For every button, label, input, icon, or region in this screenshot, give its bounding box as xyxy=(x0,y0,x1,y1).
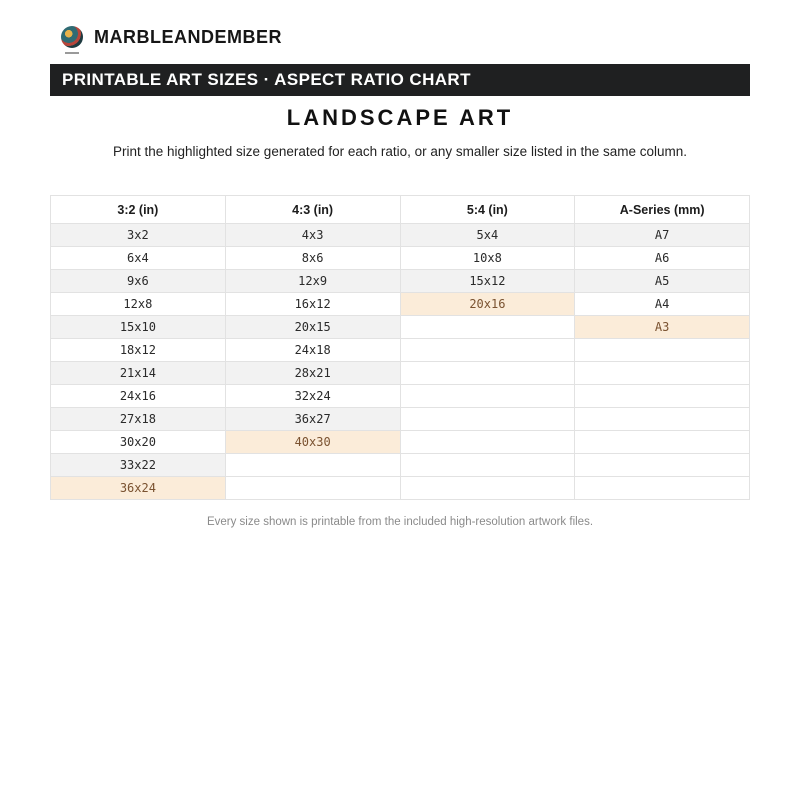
size-cell xyxy=(575,431,750,454)
size-cell xyxy=(400,431,575,454)
size-cell xyxy=(225,454,400,477)
size-cell xyxy=(575,477,750,500)
size-cell: 10x8 xyxy=(400,247,575,270)
size-cell: 15x10 xyxy=(51,316,226,339)
size-cell: 20x15 xyxy=(225,316,400,339)
size-cell: 27x18 xyxy=(51,408,226,431)
size-cell: 20x16 xyxy=(400,293,575,316)
title-banner xyxy=(50,64,750,96)
size-cell xyxy=(400,477,575,500)
banner-title: PRINTABLE ART SIZES · ASPECT RATIO CHART xyxy=(62,70,471,89)
globe-logo-icon xyxy=(61,26,83,48)
size-cell: A6 xyxy=(575,247,750,270)
size-cell xyxy=(225,477,400,500)
size-cell xyxy=(400,454,575,477)
size-cell xyxy=(400,339,575,362)
table-row xyxy=(51,431,750,454)
table-row xyxy=(51,293,750,316)
page-subtitle: Print the highlighted size generated for each ratio, or any smaller size listed in the same column. xyxy=(112,144,688,159)
column-header: 5:4 (in) xyxy=(400,196,575,224)
table-header-row xyxy=(51,196,750,224)
size-cell: 36x27 xyxy=(225,408,400,431)
brand-header xyxy=(61,24,282,50)
table-row xyxy=(51,247,750,270)
size-cell xyxy=(575,454,750,477)
size-cell xyxy=(400,385,575,408)
size-cell: 6x4 xyxy=(51,247,226,270)
size-cell: A4 xyxy=(575,293,750,316)
size-cell: 28x21 xyxy=(225,362,400,385)
table-row xyxy=(51,270,750,293)
size-cell: A5 xyxy=(575,270,750,293)
table-row xyxy=(51,385,750,408)
table-row xyxy=(51,316,750,339)
size-cell: 32x24 xyxy=(225,385,400,408)
table-row xyxy=(51,224,750,247)
size-cell: 18x12 xyxy=(51,339,226,362)
column-header: A-Series (mm) xyxy=(575,196,750,224)
table-body xyxy=(51,224,750,500)
size-cell xyxy=(400,362,575,385)
size-cell: A7 xyxy=(575,224,750,247)
size-cell: 5x4 xyxy=(400,224,575,247)
size-cell: 30x20 xyxy=(51,431,226,454)
size-cell xyxy=(400,316,575,339)
footnote: Every size shown is printable from the included high-resolution artwork files. xyxy=(206,516,594,528)
size-cell: A3 xyxy=(575,316,750,339)
page-heading: LANDSCAPE ART xyxy=(286,105,514,130)
table-row xyxy=(51,408,750,431)
size-cell: 21x14 xyxy=(51,362,226,385)
size-cell xyxy=(575,408,750,431)
size-cell xyxy=(400,408,575,431)
size-cell: 3x2 xyxy=(51,224,226,247)
size-cell xyxy=(575,362,750,385)
size-cell: 4x3 xyxy=(225,224,400,247)
table-row xyxy=(51,339,750,362)
size-cell: 16x12 xyxy=(225,293,400,316)
size-chart-table xyxy=(50,195,750,500)
size-cell: 8x6 xyxy=(225,247,400,270)
brand-name: MARBLEANDEMBER xyxy=(94,26,282,47)
size-cell: 36x24 xyxy=(51,477,226,500)
size-cell: 15x12 xyxy=(400,270,575,293)
size-cell: 33x22 xyxy=(51,454,226,477)
size-cell: 40x30 xyxy=(225,431,400,454)
table-row xyxy=(51,477,750,500)
size-cell: 9x6 xyxy=(51,270,226,293)
size-cell: 12x9 xyxy=(225,270,400,293)
size-cell: 24x18 xyxy=(225,339,400,362)
column-header: 4:3 (in) xyxy=(225,196,400,224)
size-cell xyxy=(575,339,750,362)
size-cell: 12x8 xyxy=(51,293,226,316)
column-header: 3:2 (in) xyxy=(51,196,226,224)
table-row xyxy=(51,362,750,385)
size-cell xyxy=(575,385,750,408)
table-row xyxy=(51,454,750,477)
size-cell: 24x16 xyxy=(51,385,226,408)
